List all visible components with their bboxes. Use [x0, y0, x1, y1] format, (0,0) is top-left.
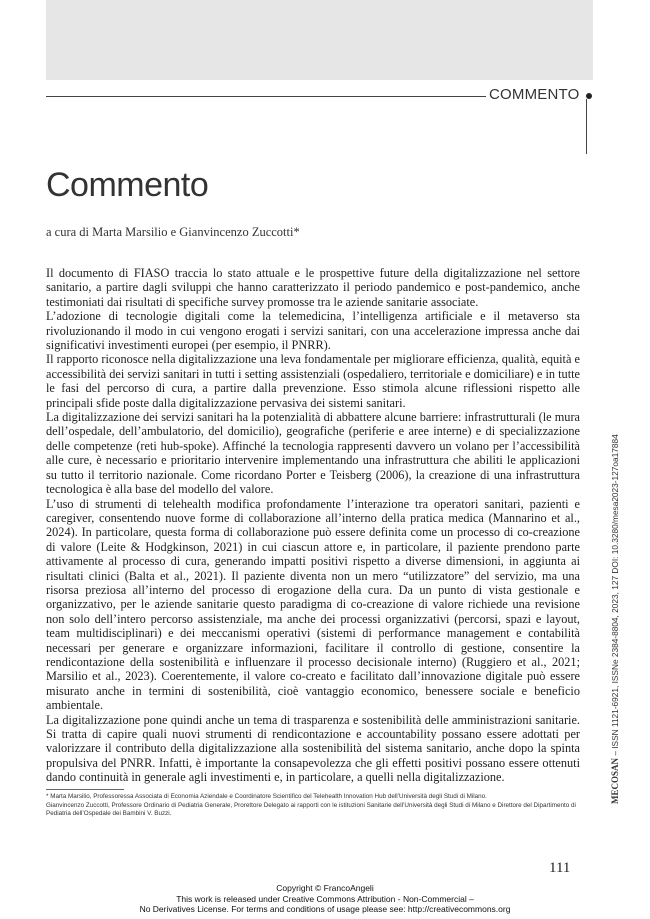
license-line: No Derivatives License. For terms and conditions of usage please see: http://creativecommons.org	[139, 904, 511, 914]
paragraph: Il documento di FIASO traccia lo stato attuale e le prospettive future della digitalizzazione nel settore sanitario, a partire dagli sviluppi che hanno caratterizzato il periodo pandemico e post-pandemico, anche testimoniati dai risultati di specifiche survey promosse tra le aziende sanitarie associate.	[46, 266, 580, 309]
header-banner	[46, 0, 593, 80]
header-rule	[46, 96, 486, 97]
citation-text: – ISSN 1121-6921, ISSNe 2384-8804, 2023, 127 DOI: 10.3280/mesa2023-127oa17884	[610, 434, 620, 758]
vertical-rule	[586, 99, 587, 154]
paragraph: L’uso di strumenti di telehealth modifica profondamente l’interazione tra operatori sanitari, pazienti e caregiver, consentendo nuove forme di collaborazione all’interno della pratica medica (Mannarino et al., 2024). In particolare, questa forma di collaborazione può essere definita come un processo di co-creazione di valore (Leite & Hodgkinson, 2021) in cui ciascun attore e, in particolare, il paziente prendono parte attivamente al processo di cura, generando impatti positivi rispetto a diverse dimensioni, in aggiunta ai risultati clinici (Balta et al., 2021). Il paziente diventa non un mero “utilizzatore” del servizio, ma una risorsa preziosa all’interno del processo di erogazione della cura. Da un punto di vista gestionale e organizzativo, per le aziende sanitarie questo paradigma di co-creazione di valore richiede una revisione non solo dell’intero percorso assistenziale, ma anche dei processi organizzativi (percorsi, spazi e layout, team multidisciplinari) e dei meccanismi operativi (sistemi di performance management e contabilità necessari per generare e organizzare informazioni, facilitare il controllo di gestione, consentire la rendicontazione della sostenibilità e influenzare il processo decisionale interno) (Ruggiero et al., 2021; Marsilio et al., 2023). Coerentemente, il valore co-creato e facilitato dall’innovazione digitale può essere misurato anche in termini di sostenibilità, cioè vantaggio economico, benessere sociale e beneficio ambientale.	[46, 496, 580, 713]
authors-line: a cura di Marta Marsilio e Gianvincenzo Zuccotti*	[46, 225, 300, 239]
paragraph: La digitalizzazione dei servizi sanitari ha la potenzialità di abbattere alcune barriere: infrastrutturali (le mura dell’ospedale, dell’ambulatorio, del domicilio), geografiche (periferie e aree interne) e di specializzazione delle competenze (reti hub-spoke). Affinché la tecnologia rappresenti davvero un volano per l’accessibilità alle cure, è necessario e prioritario intervenire implementando una infrastruttura che abiliti le applicazioni su tutto il territorio nazionale. Come ricordano Porter e Teisberg (2006), la creazione di una infrastruttura tecnologica è alla base del modello del valore.	[46, 410, 580, 497]
license-line: This work is released under Creative Commons Attribution - Non-Commercial –	[176, 893, 474, 904]
copyright-notice	[0, 883, 650, 915]
paragraph: La digitalizzazione pone quindi anche un tema di trasparenza e sostenibilità delle amministrazioni sanitarie. Si tratta di capire quali nuovi strumenti di rendicontazione e accountability possano essere adottati per valorizzare il contributo della digitalizzazione alla sostenibilità del sistema sanitario, anche dopo la spinta propulsiva del PNRR. Infatti, è importante la consapevolezza che gli effetti positivi possano essere ottenuti dando continuità in generale agli investimenti e, in particolare, a quelli nella digitalizzazione.	[46, 712, 580, 785]
footnote: * Marta Marsilio, Professoressa Associata di Economia Aziendale e Coordinatore Scientifico del Telehealth Innovation Hub dell’Università degli Studi di Milano.	[46, 793, 487, 800]
section-tag: COMMENTO	[489, 86, 580, 103]
footnote-rule	[46, 789, 124, 790]
copyright-line: Copyright © FrancoAngeli	[276, 883, 374, 893]
side-citation	[609, 284, 621, 804]
journal-name: MECOSAN	[610, 757, 620, 804]
article-body	[46, 266, 580, 785]
page-title: Commento	[46, 166, 209, 204]
page-number: 111	[549, 860, 571, 876]
footnote: Gianvincenzo Zuccotti, Professore Ordinario di Pediatria Generale, Prorettore Delegato ai rapporti con le istituzioni Sanitarie dell’Università degli Studi di Milano e Direttore del Dipartimento di Pediatria dell’Ospedale dei Bambini V. Buzzi.	[46, 801, 576, 818]
paragraph: L’adozione di tecnologie digitali come la telemedicina, l’intelligenza artificiale e il metaverso sta rivoluzionando il modo in cui vengono erogati i servizi sanitari, con una accelerazione impressa anche dai significativi investimenti europei (per esempio, il PNRR).	[46, 309, 580, 353]
footnotes	[46, 793, 580, 819]
paragraph: Il rapporto riconosce nella digitalizzazione una leva fondamentale per migliorare efficienza, qualità, equità e accessibilità dei servizi sanitari in tutti i setting assistenziali (ospedaliero, territoriale e domiciliare) e in tutte le fasi del percorso di cura, a partire dalla prevenzione. Esso stimola alcune riflessioni rispetto alle principali sfide poste dalla digitalizzazione pervasiva dei sistemi sanitari.	[46, 352, 580, 410]
